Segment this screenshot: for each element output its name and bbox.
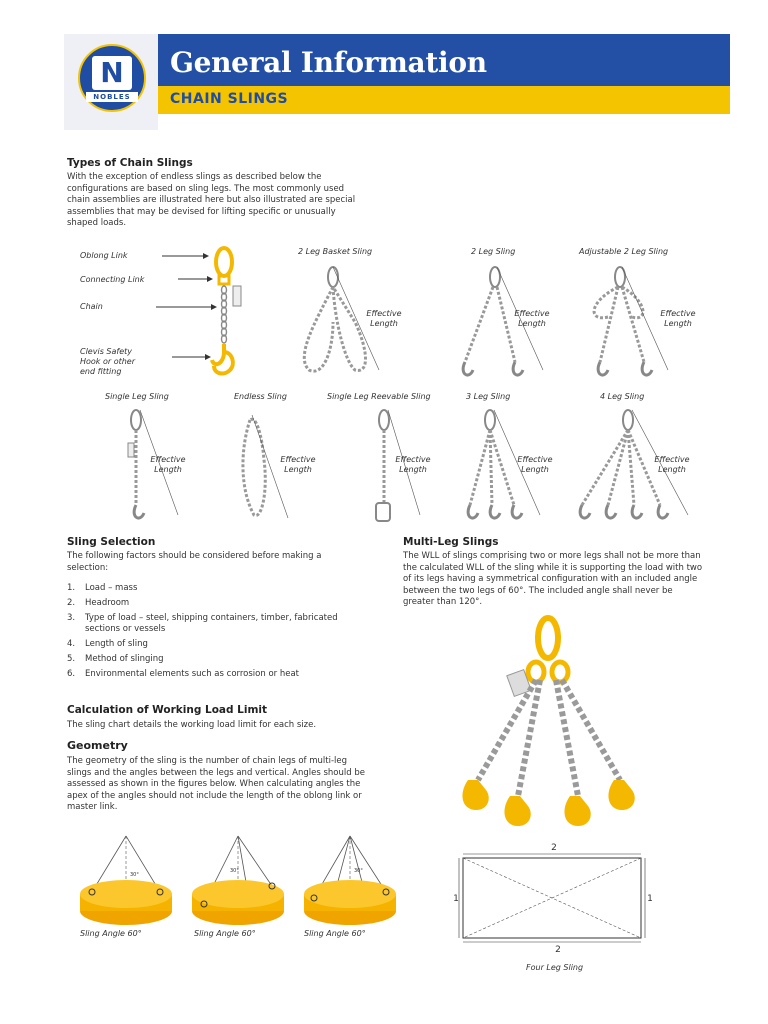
four-leg-plan-diagram [448,840,664,956]
list-text: Method of slinging [85,654,164,664]
sling-title-2-leg: 2 Leg Sling [471,247,516,256]
tag-shape [233,286,241,306]
length-label-7: Length [521,465,549,474]
list-number: 4. [67,639,76,649]
selection-heading: Sling Selection [67,536,156,548]
label-oblong-link: Oblong Link [80,251,128,260]
plan-bottom-label: 2 [555,945,561,955]
list-number: 1. [67,583,76,593]
length-label-4: Length [154,465,182,474]
four-leg-sling-illustration [452,614,658,834]
types-body: With the exception of endless slings as described below the configurations are based on sling legs. The most commonly used chain assemblies are illustrated here but also illustrated are special assemblies that may be devised for lifting specific or unusually shaped loads. [67,172,356,228]
effective-label-3: Effective [660,309,696,318]
length-label-6: Length [399,465,427,474]
effective-label-6: Effective [395,455,431,464]
length-label-8: Length [658,465,686,474]
chain-shape [222,286,227,343]
list-number: 2. [67,598,76,608]
connecting-link-shape [219,276,229,284]
effective-label-8: Effective [654,455,690,464]
effective-label-1: Effective [366,309,402,318]
list-text: Length of sling [85,639,148,649]
anatomy-diagram [150,240,260,385]
sling-title-3-leg: 3 Leg Sling [466,392,511,401]
types-heading: Types of Chain Slings [67,157,193,169]
sling-title-single-leg: Single Leg Sling [105,392,169,401]
list-text: Headroom [85,598,130,608]
multileg-body: The WLL of slings comprising two or more legs shall not be more than the calculated WLL of the sling while it is supporting the load with two of its legs having a symmetrical configuration with an included angle between the two legs of 60°. The included angle shall never be greater than 120°. [403,551,703,607]
list-number: 6. [67,669,76,679]
four-leg-caption: Four Leg Sling [526,963,584,972]
angle-degree-3: 30° [354,868,363,874]
sling-title-4-leg: 4 Leg Sling [600,392,645,401]
length-label-2: Length [518,319,546,328]
angle-figure-2 [190,832,286,926]
list-text: Type of load – steel, shipping containers, timber, fabricated sections or vessels [85,613,338,634]
label-clevis-1: Clevis Safety [80,347,132,356]
list-text: Environmental elements such as corrosion or heat [85,669,300,679]
selection-list [67,583,367,684]
angle-figure-3 [302,832,398,926]
label-clevis-2: Hook or other [80,357,136,366]
sling-title-2-leg-basket: 2 Leg Basket Sling [298,247,373,256]
effective-label-7: Effective [517,455,553,464]
sling-title-single-leg-reevable: Single Leg Reevable Sling [327,392,431,401]
list-item [67,669,367,680]
logo-letter: N [92,56,132,90]
angle-figure-1 [78,832,174,926]
angle-caption-3: Sling Angle 60° [304,929,366,938]
angle-degree-1: 30° [130,872,139,878]
label-chain: Chain [80,302,103,311]
selection-intro: The following factors should be considered before making a selection: [67,551,322,573]
plan-top-label: 2 [551,843,557,853]
angle-caption-1: Sling Angle 60° [80,929,142,938]
page-subtitle: CHAIN SLINGS [170,91,289,107]
calc-body: The sling chart details the working load limit for each size. [67,720,317,730]
length-label-5: Length [284,465,312,474]
length-label-1: Length [370,319,398,328]
multileg-heading: Multi-Leg Slings [403,536,499,548]
list-item [67,654,367,665]
label-clevis-3: end fitting [80,367,122,376]
effective-label-2: Effective [514,309,550,318]
angle-degree-2: 30° [230,868,239,874]
effective-label-5: Effective [280,455,316,464]
geometry-heading: Geometry [67,739,128,752]
logo-wordmark: NOBLES [86,92,138,102]
sling-title-endless: Endless Sling [234,392,287,401]
angle-caption-2: Sling Angle 60° [194,929,256,938]
list-item [67,598,367,609]
plan-right-label: 1 [647,894,653,904]
list-number: 5. [67,654,76,664]
hook-shape [212,344,233,373]
list-text: Load – mass [85,583,138,593]
sling-title-adjustable-2-leg: Adjustable 2 Leg Sling [579,247,669,256]
geometry-body: The geometry of the sling is the number of chain legs of multi-leg slings and the angles between the legs and vertical. Angles should be assessed as shown in the figures below. When calculating angles the apex of the angles should not include the length of the oblong link or master link. [67,756,365,812]
list-item [67,639,367,650]
plan-left-label: 1 [453,894,459,904]
calc-heading: Calculation of Working Load Limit [67,704,268,716]
length-label-3: Length [664,319,692,328]
effective-label-4: Effective [150,455,186,464]
list-item [67,613,367,635]
page-title: General Information [170,46,487,79]
label-connecting-link: Connecting Link [80,275,145,284]
list-item [67,583,367,594]
list-number: 3. [67,613,76,623]
oblong-link-shape [216,248,232,276]
